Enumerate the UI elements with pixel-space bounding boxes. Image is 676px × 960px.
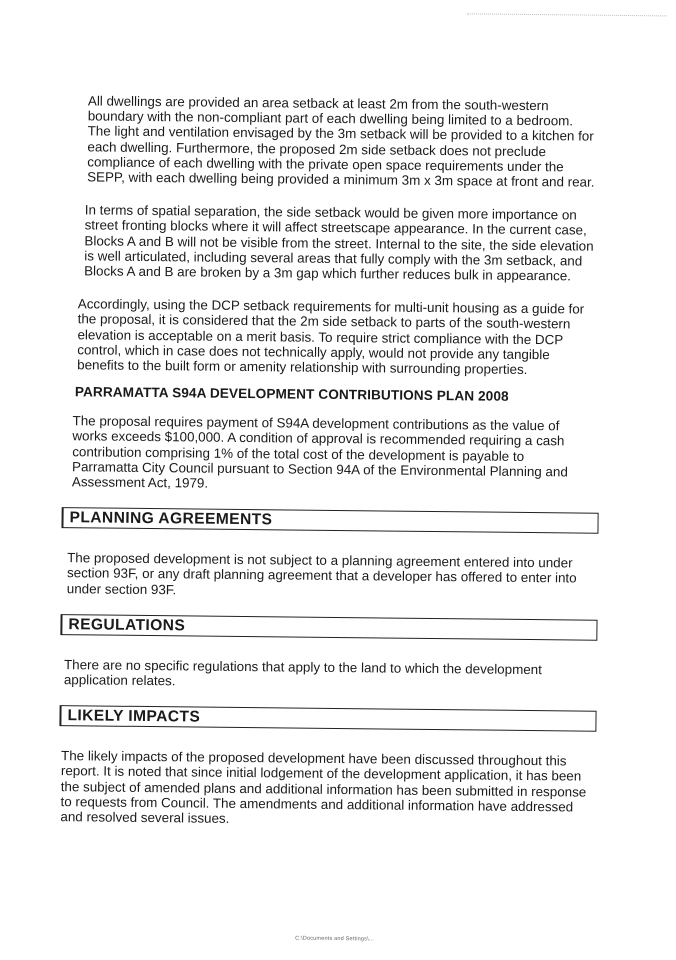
dcp-setback-paragraph: Accordingly, using the DCP setback requirements for multi-unit housing as a guide for the proposal, it is considered that the 2m side setback to parts of the south-western elevation is acceptable on a merit basis. To require strict compliance with the DCP control, which in case does not technically apply, would not provide any tangible benefits to the built form or amenity relationship with surrounding properties. xyxy=(77,296,585,378)
footer-file-path: C:\Documents and Settings\... xyxy=(295,935,375,943)
report-content xyxy=(58,93,596,848)
header-scan-artifact xyxy=(467,13,667,18)
likely-impacts-heading: LIKELY IMPACTS xyxy=(59,705,596,732)
likely-impacts-paragraph: The likely impacts of the proposed development have been discussed throughout this report. It is noted that since initial lodgement of the development application, it has been the subject of amended plans and additional information has been submitted in response to requests from Council. The amendments and additional information have addressed and resolved several issues. xyxy=(60,748,587,826)
spatial-separation-paragraph: In terms of spatial separation, the side setback would be given more importance on street fronting blocks where it will affect streetscape appearance. In the current case, Blocks A and B will not be visible from the street. Internal to the site, the side elevation is well articulated, including several areas that fully comply with the 3m setback, and Blocks A and B are broken by a 3m gap which further reduces bulk in appearance. xyxy=(84,202,594,284)
contributions-heading: PARRAMATTA S94A DEVELOPMENT CONTRIBUTIONS PLAN 2008 xyxy=(74,384,509,405)
regulations-heading: REGULATIONS xyxy=(60,614,597,641)
contributions-paragraph: The proposal requires payment of S94A development contributions as the value of works exceeds $100,000. A condition of approval is recommended requiring a cash contribution comprising 1% of the total cost of the development is payable to Parramatta City Council pursuant to Section 94A of the Environmental Planning and Assessment Act, 1979. xyxy=(71,413,568,491)
setback-paragraph: All dwellings are provided an area setback at least 2m from the south-western boundary with the non-compliant part of each dwelling being limited to a bedroom. The light and ventilation envisaged by the 3m setback will be provided to a kitchen for each dwelling. Furthermore, the proposed 2m side setback does not preclude compliance of each dwelling with the private open space requirements under the SEPP, with each dwelling being provided a minimum 3m x 3m space at front and rear. xyxy=(87,93,595,190)
regulations-paragraph: There are no specific regulations that apply to the land to which the development application relates. xyxy=(63,657,542,689)
planning-agreements-heading: PLANNING AGREEMENTS xyxy=(61,507,598,534)
planning-agreements-paragraph: The proposed development is not subject to a planning agreement entered into under section 93F, or any draft planning agreement that a developer has offered to enter into under section 93F. xyxy=(66,550,577,597)
